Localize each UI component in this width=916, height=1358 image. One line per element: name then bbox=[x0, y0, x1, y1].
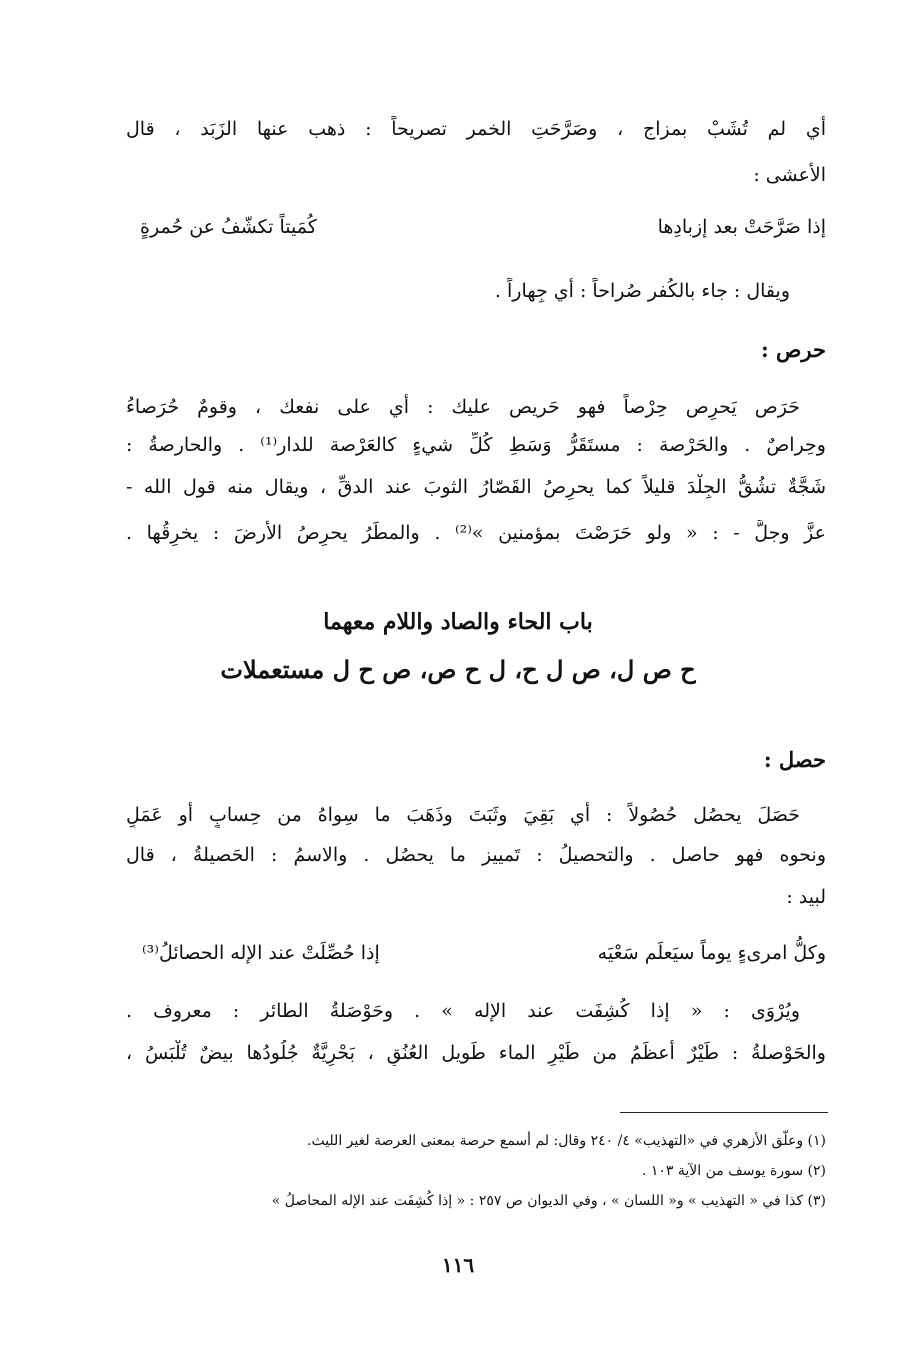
entry-heading: حصل : bbox=[763, 747, 826, 772]
footnote: (٢) سورة يوسف من الآية ١٠٣ . bbox=[641, 1163, 826, 1179]
body-line: حَرَص يَحرِص حِرْصاً فهو حَريص عليك : أي على نفعك ، وقومٌ حُرَصاءُ bbox=[126, 396, 800, 418]
verse-hemistich-right: إذا صَرَّحَتْ بعد إزبادِها bbox=[657, 216, 826, 238]
body-line: لبيد : bbox=[786, 886, 826, 908]
body-line: الأعشى : bbox=[753, 164, 826, 186]
footnote: (٣) كذا في « التهذيب » و« اللسان » ، وفي الديوان ص ٢٥٧ : « إذا كُشِفَت عند الإله المحاصلُ » bbox=[271, 1193, 826, 1209]
body-line: أي لم تُشَبْ بمزاج ، وصَرَّحَتِ الخمر تصريحاً : ذهب عنها الزَبَد ، قال bbox=[126, 118, 826, 140]
footnote: (١) وعلّق الأزهري في «التهذيب» ٤/ ٢٤٠ وقال: لم أسمع حرصة بمعنى العرصة لغير الليث. bbox=[307, 1133, 826, 1149]
body-line: ونحوه فهو حاصل . والتحصيلُ : تَمييز ما يحصُل . والاسمُ : الحَصيلةُ ، قال bbox=[126, 844, 826, 866]
body-line: ويُرْوَى : « إذا كُشِفَت عند الإله » . وحَوْصَلةُ الطائر : معروف . bbox=[126, 1000, 800, 1022]
body-line: حَصَلَ يحصُل حُصُولاً : أي بَقِيَ وثَبَتَ وذَهَبَ ما سِواهُ من حِسابٍ أو عَمَلٍ bbox=[126, 804, 800, 826]
body-line: وحِراصٌ . والحَرْصة : مستَقَرُّ وَسَطِ كُلِّ شيءٍ كالعَرْصة للدار⁽¹⁾ . والحارصةُ : bbox=[126, 434, 826, 456]
entry-heading: حرص : bbox=[760, 337, 826, 362]
body-line: عزَّ وجلَّ - : « ولو حَرَصْتَ بمؤمنين »⁽²⁾ . والمطَرُ يحرِصُ الأرضَ : يخرِقُها . bbox=[126, 522, 826, 544]
verse-hemistich-left: إذا حُصِّلَتْ عند الإله الحصائلُ⁽³⁾ bbox=[142, 942, 380, 964]
page-number: ١١٦ bbox=[441, 1253, 475, 1277]
verse-hemistich-right: وكلُّ امرىءٍ يوماً سيَعلَم سَعْيَه bbox=[597, 942, 826, 964]
body-line: ويقال : جاء بالكُفر صُراحاً : أي جِهاراً . bbox=[494, 280, 790, 302]
chapter-subtitle: ح ص ل، ص ل ح، ل ح ص، ص ح ل مستعملات bbox=[220, 655, 696, 684]
chapter-title: باب الحاء والصاد واللام معهما bbox=[323, 609, 593, 635]
footnote-divider bbox=[620, 1112, 828, 1113]
body-line: والحَوْصلةُ : طَيْرٌ أعظَمُ من طَيْرِ الماء طَويل العُنُقِ ، بَحْرِيَّةٌ جُلُودُها بيضٌ تُلْبَسُ ، bbox=[126, 1042, 826, 1064]
verse-hemistich-left: كُمَيتاً تكشّفُ عن حُمرةٍ bbox=[140, 216, 317, 238]
body-line: شَجَّةٌ تشُقُّ الجِلْدَ قليلاً كما يحرِصُ القَصّارُ الثوبَ عند الدقِّ ، ويقال منه قول الله - bbox=[126, 476, 826, 498]
